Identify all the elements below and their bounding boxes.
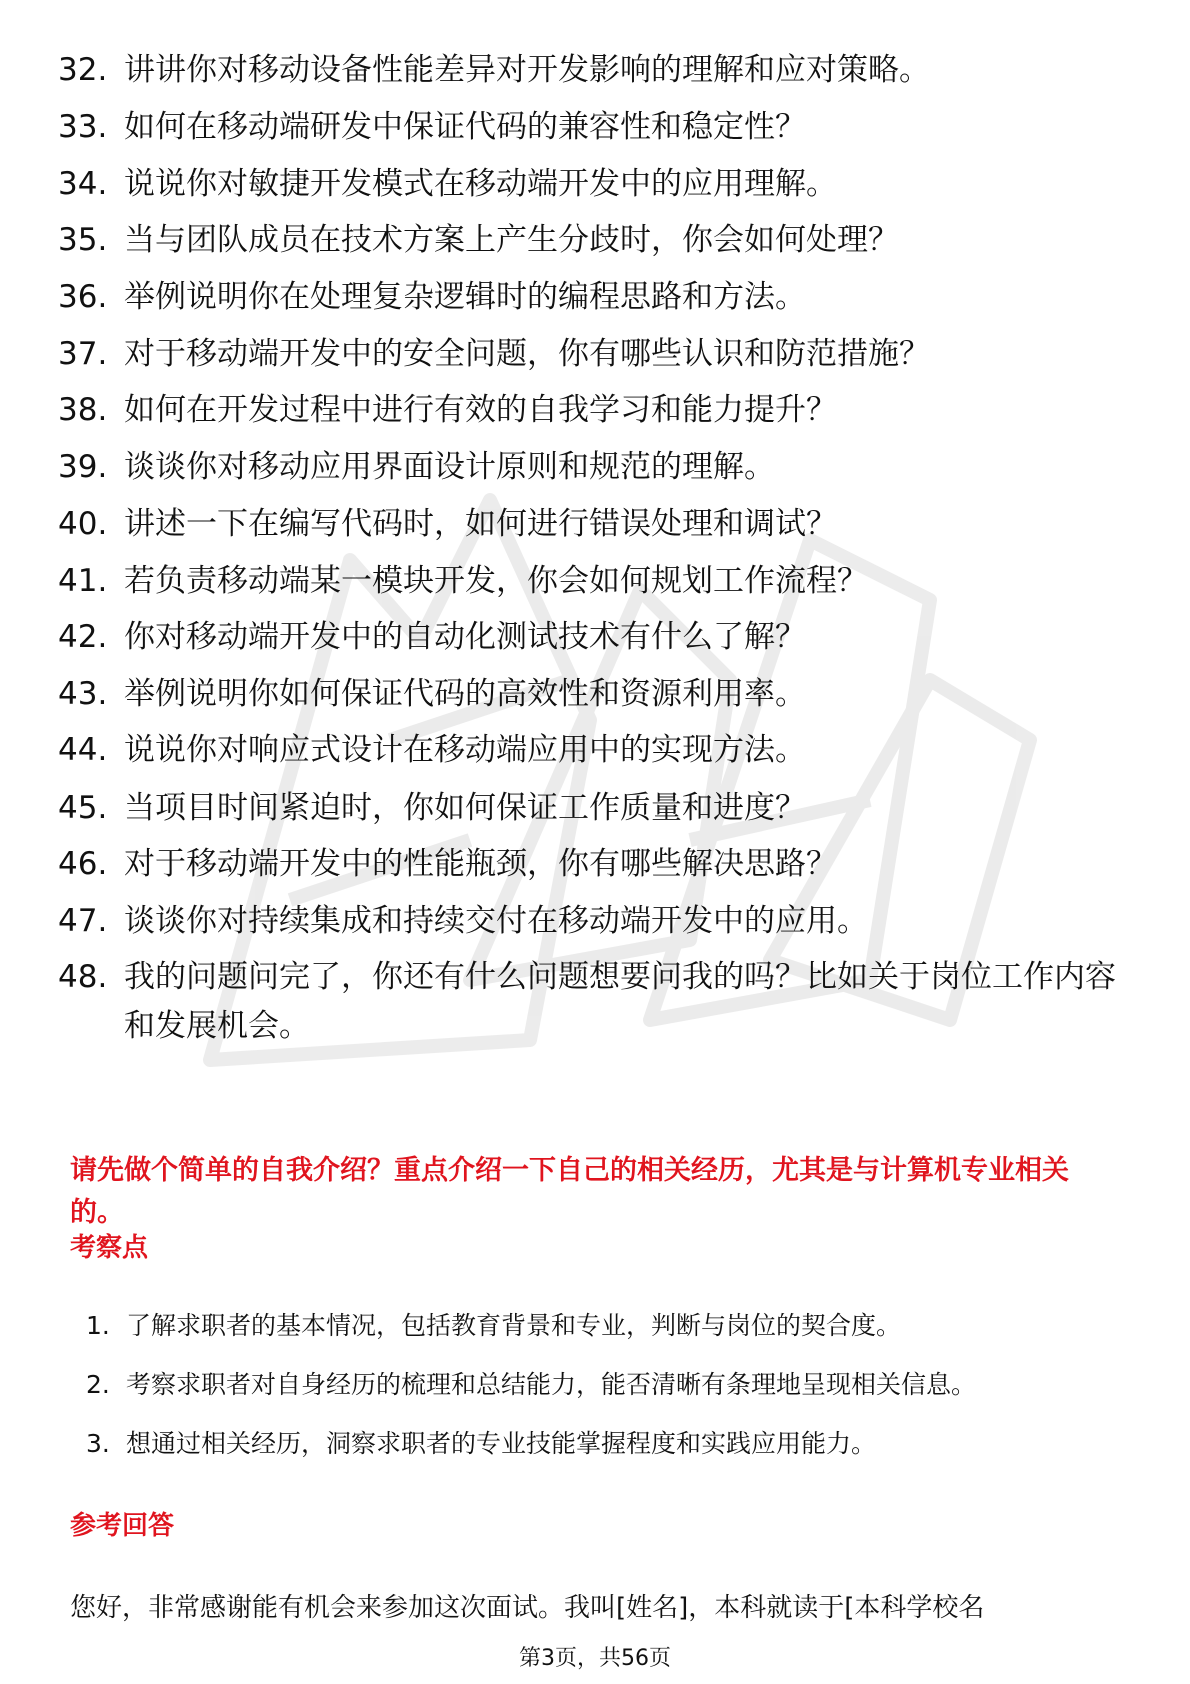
question-text: 谈谈你对移动应用界面设计原则和规范的理解。 xyxy=(124,449,775,485)
question-item xyxy=(58,953,1118,1051)
question-text: 举例说明你如何保证代码的高效性和资源利用率。 xyxy=(124,676,806,712)
interview-question-heading: 请先做个简单的自我介绍？重点介绍一下自己的相关经历，尤其是与计算机专业相关的。 xyxy=(70,1155,1069,1228)
question-item xyxy=(58,216,1118,265)
assessment-point-text: 了解求职者的基本情况，包括教育背景和专业，判断与岗位的契合度。 xyxy=(126,1311,902,1340)
question-item xyxy=(58,784,1118,833)
question-number: 47. xyxy=(58,903,108,939)
question-number: 39. xyxy=(58,449,108,485)
question-text: 我的问题问完了，你还有什么问题想要问我的吗？比如关于岗位工作内容和发展机会。 xyxy=(124,959,1116,1044)
question-text: 说说你对响应式设计在移动端应用中的实现方法。 xyxy=(124,732,806,768)
assessment-point xyxy=(86,1367,1136,1403)
question-text: 对于移动端开发中的性能瓶颈，你有哪些解决思路？ xyxy=(124,846,837,882)
page-number: 第3页，共56页 xyxy=(519,1646,671,1671)
question-number: 33. xyxy=(58,109,108,145)
question-item xyxy=(58,46,1118,95)
question-item xyxy=(58,726,1118,775)
question-item xyxy=(58,613,1118,662)
question-text: 如何在移动端研发中保证代码的兼容性和稳定性？ xyxy=(124,109,806,145)
question-text: 若负责移动端某一模块开发，你会如何规划工作流程？ xyxy=(124,563,868,599)
question-text: 如何在开发过程中进行有效的自我学习和能力提升？ xyxy=(124,392,837,428)
question-text: 当与团队成员在技术方案上产生分歧时，你会如何处理？ xyxy=(124,222,899,258)
question-item xyxy=(58,500,1118,549)
assessment-point-text: 考察求职者对自身经历的梳理和总结能力，能否清晰有条理地呈现相关信息。 xyxy=(126,1370,977,1399)
question-item xyxy=(58,160,1118,209)
question-number: 38. xyxy=(58,392,108,428)
question-number: 35. xyxy=(58,222,108,258)
question-text: 你对移动端开发中的自动化测试技术有什么了解？ xyxy=(124,619,806,655)
question-item xyxy=(58,840,1118,889)
assessment-point xyxy=(86,1308,1136,1344)
question-number: 45. xyxy=(58,790,108,826)
question-number: 34. xyxy=(58,166,108,202)
question-number: 40. xyxy=(58,506,108,542)
assessment-heading: 考察点 xyxy=(70,1233,149,1263)
question-text: 当项目时间紧迫时，你如何保证工作质量和进度？ xyxy=(124,790,806,826)
assessment-point-number: 2. xyxy=(86,1370,110,1399)
question-item xyxy=(58,386,1118,435)
question-text: 谈谈你对持续集成和持续交付在移动端开发中的应用。 xyxy=(124,903,868,939)
question-item xyxy=(58,330,1118,379)
question-text: 对于移动端开发中的安全问题，你有哪些认识和防范措施？ xyxy=(124,336,930,372)
question-text: 讲述一下在编写代码时，如何进行错误处理和调试？ xyxy=(124,506,837,542)
reference-answer-text: 您好，非常感谢能有机会来参加这次面试。我叫[姓名]，本科就读于[本科学校名 xyxy=(70,1593,985,1623)
question-item xyxy=(58,897,1118,946)
assessment-point-number: 1. xyxy=(86,1311,110,1340)
question-number: 42. xyxy=(58,619,108,655)
question-number: 48. xyxy=(58,959,108,995)
question-number: 46. xyxy=(58,846,108,882)
assessment-point-text: 想通过相关经历，洞察求职者的专业技能掌握程度和实践应用能力。 xyxy=(126,1429,877,1458)
question-item xyxy=(58,103,1118,152)
question-number: 44. xyxy=(58,732,108,768)
question-text: 说说你对敏捷开发模式在移动端开发中的应用理解。 xyxy=(124,166,837,202)
question-text: 举例说明你在处理复杂逻辑时的编程思路和方法。 xyxy=(124,279,806,315)
question-text: 讲讲你对移动设备性能差异对开发影响的理解和应对策略。 xyxy=(124,52,930,88)
assessment-point xyxy=(86,1426,1136,1462)
question-item xyxy=(58,443,1118,492)
question-number: 32. xyxy=(58,52,108,88)
assessment-point-number: 3. xyxy=(86,1429,110,1458)
question-item xyxy=(58,557,1118,606)
question-number: 41. xyxy=(58,563,108,599)
question-number: 37. xyxy=(58,336,108,372)
reference-answer-heading: 参考回答 xyxy=(70,1511,175,1541)
question-item xyxy=(58,273,1118,322)
question-number: 36. xyxy=(58,279,108,315)
question-number: 43. xyxy=(58,676,108,712)
question-item xyxy=(58,670,1118,719)
